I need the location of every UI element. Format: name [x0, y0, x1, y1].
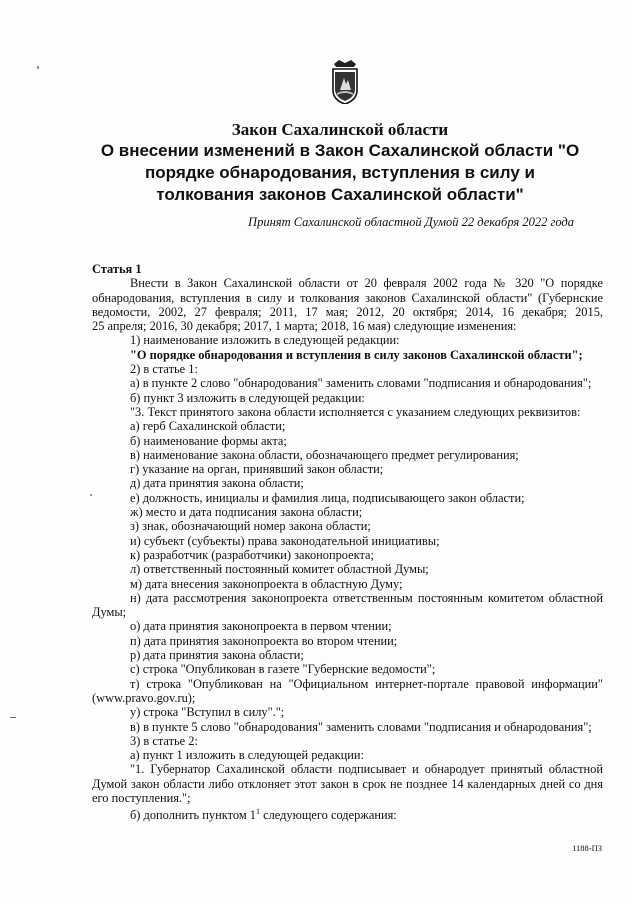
- scan-speck: [90, 494, 92, 496]
- document-code: 1188-ПЗ: [572, 843, 602, 853]
- requisite-item-cont: Думы;: [92, 605, 127, 620]
- law-title: О внесении изменений в Закон Сахалинской области "О порядке обнародования, вступления в силу и толкования законов Сахалинской области": [100, 141, 580, 204]
- requisite-item: б) наименование формы акта;: [130, 433, 287, 448]
- requisite-item: д) дата принятия закона области;: [130, 476, 304, 491]
- requisite-item: л) ответственный постоянный комитет областной Думы;: [130, 562, 429, 577]
- requisite-item: у) строка "Вступил в силу".";: [130, 705, 285, 720]
- intro-line: обнародования, вступления в силу и толкования законов Сахалинской области" (Губернские: [92, 290, 603, 305]
- requisite-item: т) строка "Опубликован на "Официальном интернет-портале правовой информации": [130, 676, 603, 691]
- amendment-line: а) в пункте 2 слово "обнародования" заменить словами "подписания и обнародования";: [130, 376, 592, 391]
- requisite-item: е) должность, инициалы и фамилия лица, подписывающего закон области;: [130, 490, 525, 505]
- requisite-item: а) герб Сахалинской области;: [130, 419, 286, 434]
- amendment-line: 3) в статье 2:: [130, 733, 198, 748]
- requisite-item: з) знак, обозначающий номер закона области;: [130, 519, 371, 534]
- paragraph-line: Думой закон области либо отклоняет этот закон в срок не позднее 14 календарных дней со дня: [92, 776, 603, 791]
- intro-line: 25 апреля; 2016, 30 декабря; 2017, 1 марта; 2018, 16 мая) следующие изменения:: [92, 319, 517, 334]
- article-heading: Статья 1: [92, 262, 142, 276]
- requisite-item: с) строка "Опубликован в газете "Губернские ведомости";: [130, 662, 436, 677]
- amendment-text: следующего содержания:: [259, 808, 397, 823]
- amendment-line: [92, 805, 603, 822]
- amendment-line: б) пункт 3 изложить в следующей редакции:: [130, 390, 365, 405]
- sakhalin-coat-of-arms-icon: [330, 60, 360, 104]
- requisite-item: р) дата принятия закона области;: [130, 648, 304, 663]
- requisite-item: г) указание на орган, принявший закон области;: [130, 462, 384, 477]
- scan-speck: [10, 717, 16, 718]
- new-title-line: "О порядке обнародования и вступления в силу законов Сахалинской области";: [130, 347, 583, 362]
- intro-line: Внести в Закон Сахалинской области от 20 февраля 2002 года № 320 "О порядке: [130, 276, 603, 291]
- paragraph-line: его поступления.";: [92, 790, 191, 805]
- amendment-line: а) пункт 1 изложить в следующей редакции:: [130, 748, 364, 763]
- requisite-item-cont: (www.pravo.gov.ru);: [92, 690, 196, 705]
- requisite-item: и) субъект (субъекты) права законодательной инициативы;: [130, 533, 440, 548]
- requisite-item: о) дата принятия законопроекта в первом чтении;: [130, 619, 392, 634]
- adoption-note: Принят Сахалинской областной Думой 22 декабря 2022 года: [248, 215, 574, 229]
- amendment-line: 2) в статье 1:: [130, 362, 198, 377]
- amendment-line: "3. Текст принятого закона области исполняется с указанием следующих реквизитов:: [130, 404, 581, 419]
- paragraph-line: "1. Губернатор Сахалинской области подписывает и обнародует принятый областной: [130, 762, 603, 777]
- requisite-item: к) разработчик (разработчики) законопроекта;: [130, 547, 375, 562]
- scan-speck: [37, 66, 39, 69]
- law-issuer-title: Закон Сахалинской области: [231, 120, 449, 139]
- requisite-item: в) наименование закона области, обозначающего предмет регулирования;: [130, 447, 519, 462]
- requisite-item: ж) место и дата подписания закона области;: [130, 505, 363, 520]
- intro-line: ведомости, 2002, 27 февраля; 2011, 17 мая; 2012, 20 октября; 2014, 16 декабря; 2015,: [92, 304, 603, 319]
- requisite-item: п) дата принятия законопроекта во втором чтении;: [130, 633, 398, 648]
- amendment-text: б) дополнить пунктом 1: [130, 808, 256, 823]
- document-title-block: [100, 120, 580, 206]
- superscript: 1: [255, 807, 260, 817]
- requisite-item: н) дата рассмотрения законопроекта ответственным постоянным комитетом областной: [130, 590, 603, 605]
- amendment-line: в) в пункте 5 слово "обнародования" заменить словами "подписания и обнародования";: [130, 719, 592, 734]
- requisite-item: м) дата внесения законопроекта в областную Думу;: [130, 576, 403, 591]
- amendment-line: 1) наименование изложить в следующей редакции:: [130, 333, 400, 348]
- law-body: [92, 262, 603, 823]
